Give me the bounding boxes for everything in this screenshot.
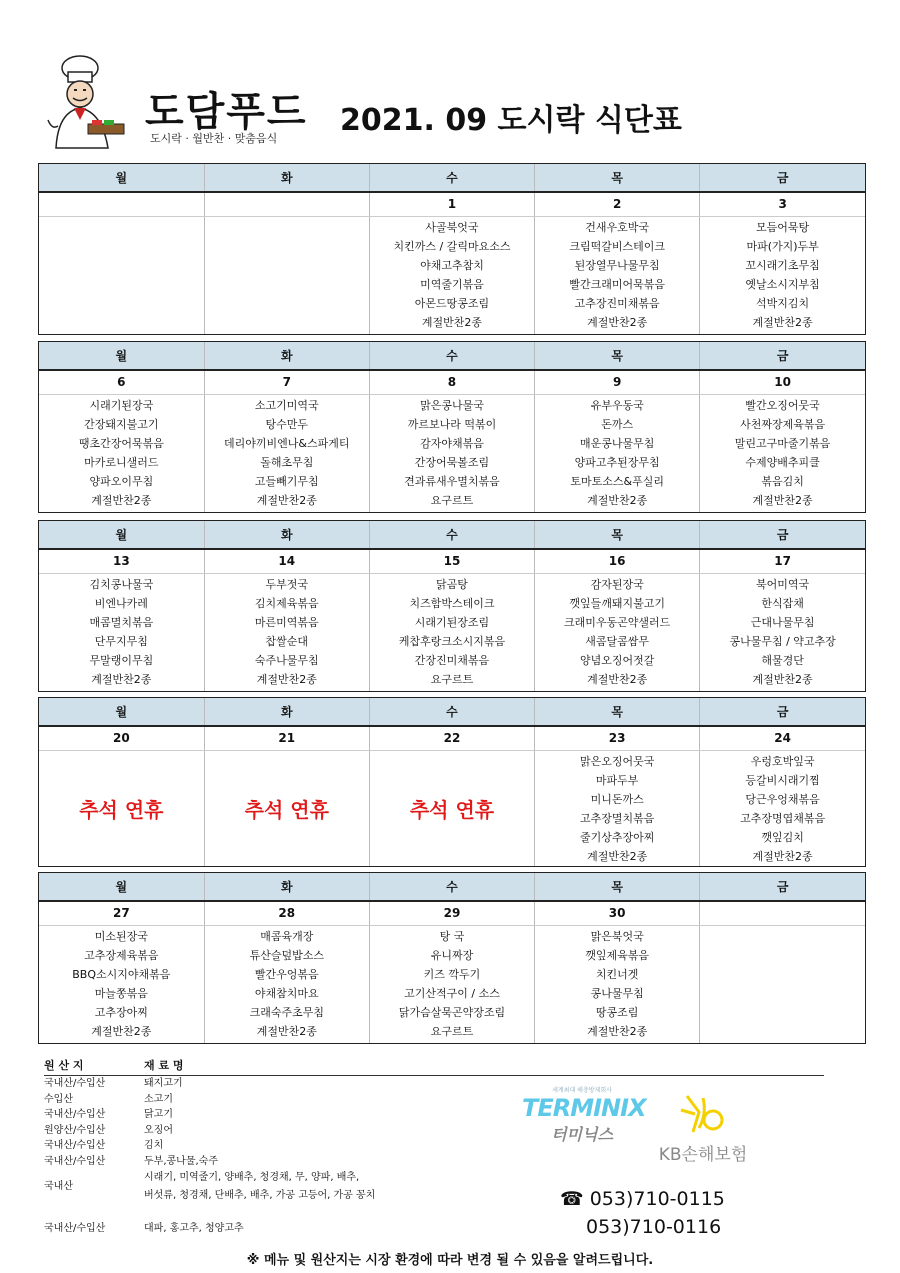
menu-item: 계절반찬2종 — [752, 672, 813, 686]
date-cell: 29 — [369, 901, 534, 925]
menu-item: 계절반찬2종 — [752, 849, 813, 863]
menu-item: 고추장명엽채볶음 — [740, 811, 826, 825]
menu-item: 치즈함박스테이크 — [409, 596, 495, 610]
menu-item: 계절반찬2종 — [752, 315, 813, 329]
menu-item: 고추장진미채볶음 — [574, 296, 660, 310]
weekday-wed: 수 — [369, 164, 534, 192]
page-header — [0, 0, 900, 160]
date-cell: 15 — [369, 549, 534, 573]
menu-item: 고기산적구이 / 소스 — [404, 986, 500, 1000]
origin-items: 닭고기 — [144, 1109, 173, 1120]
date-cell: 3 — [700, 192, 865, 216]
menu-item: 해물경단 — [761, 653, 804, 667]
date-cell: 7 — [204, 370, 369, 394]
holiday-label: 추석 연휴 — [204, 750, 369, 866]
menu-cell — [700, 216, 865, 334]
menu-item: 양파고추된장무침 — [574, 455, 660, 469]
weekday-thu: 목 — [535, 873, 700, 901]
menu-item: 미니돈까스 — [590, 792, 644, 806]
menu-item: 계절반찬2종 — [587, 493, 648, 507]
menu-item: 감자된장국 — [590, 577, 644, 591]
menu-item: 크래미우동곤약샐러드 — [564, 615, 671, 629]
menu-item: 땡초간장어묵볶음 — [78, 436, 164, 450]
menu-item: 양파오이무침 — [89, 474, 154, 488]
menu-item: 고추장멸치볶음 — [579, 811, 655, 825]
menu-item: 꼬시래기초무침 — [745, 258, 820, 272]
menu-item: 숙주나물무침 — [254, 653, 319, 667]
menu-item: 양념오징어젓갈 — [579, 653, 655, 667]
menu-cell — [39, 216, 204, 334]
menu-cell — [39, 394, 204, 512]
menu-item: 시래기된장국 — [89, 398, 154, 412]
menu-item: 탕수만두 — [265, 417, 309, 431]
weekday-tue: 화 — [204, 873, 369, 901]
menu-item: 무말랭이무침 — [89, 653, 154, 667]
menu-item: 유니짜장 — [430, 948, 474, 962]
date-cell: 30 — [535, 901, 700, 925]
terminix-wordmark: TERMINIX — [522, 1094, 646, 1122]
weekday-thu: 목 — [535, 698, 700, 726]
brand-name: 도담푸드 — [145, 89, 308, 135]
date-cell: 6 — [39, 370, 204, 394]
menu-cell — [369, 216, 534, 334]
weekday-fri: 금 — [700, 342, 865, 370]
date-cell — [39, 192, 204, 216]
menu-item: 마파(가지)두부 — [746, 239, 819, 253]
origin-items: 오징어 — [144, 1124, 173, 1136]
menu-item: 땅콩조림 — [595, 1005, 639, 1019]
menu-item: 아몬드땅콩조림 — [414, 296, 490, 310]
menu-item: 빨간오징어뭇국 — [745, 398, 820, 412]
menu-item: 두부젓국 — [265, 577, 309, 591]
date-cell: 9 — [535, 370, 700, 394]
menu-item: 감자야채볶음 — [420, 436, 484, 450]
weekday-mon: 월 — [39, 873, 204, 901]
menu-item: 까르보나라 떡볶이 — [407, 417, 497, 431]
week-table-3 — [38, 520, 866, 692]
menu-cell — [700, 925, 865, 1043]
menu-item: 계절반찬2종 — [587, 672, 648, 686]
kb-wordmark: KB손해보험 — [658, 1145, 748, 1165]
origin-items: 버섯류, 청경채, 단배추, 배추, 가공 고등어, 가공 꽁치 — [144, 1190, 376, 1201]
menu-cell — [535, 750, 700, 866]
origin-items: 돼지고기 — [144, 1078, 183, 1089]
menu-item: 수제양배추피클 — [745, 455, 820, 469]
menu-item: 김치제육볶음 — [254, 596, 319, 610]
menu-item: 마파두부 — [595, 773, 639, 787]
menu-item: 닭곰탕 — [436, 577, 468, 591]
menu-item: 토마토소스&푸실리 — [570, 474, 664, 488]
weekday-mon: 월 — [39, 164, 204, 192]
weekday-fri: 금 — [700, 873, 865, 901]
menu-cell — [39, 573, 204, 691]
menu-item: 키즈 깍두기 — [423, 967, 481, 981]
phone-number-1[interactable]: 053)710-0115 — [589, 1188, 725, 1210]
menu-item: 고들빼기무침 — [254, 474, 319, 488]
origin-place: 국내산/수입산 — [44, 1109, 106, 1120]
origin-row — [44, 1076, 824, 1092]
menu-item: 돌해초무침 — [260, 455, 314, 469]
date-cell: 2 — [535, 192, 700, 216]
menu-item: 근대나물무침 — [750, 615, 815, 629]
menu-item: 사골북엇국 — [425, 220, 479, 234]
menu-item: 계절반찬2종 — [256, 672, 317, 686]
date-cell: 10 — [700, 370, 865, 394]
menu-item: 비엔나카레 — [94, 596, 148, 610]
menu-item: 옛날소시지부침 — [745, 277, 820, 291]
week-table-1 — [38, 163, 866, 335]
phone-line-2 — [586, 1216, 721, 1238]
kb-star-icon — [673, 1092, 733, 1134]
weekday-thu: 목 — [535, 342, 700, 370]
menu-item: 고추장제육볶음 — [84, 948, 159, 962]
menu-item: 마른미역볶음 — [254, 615, 319, 629]
origin-items: 두부,콩나물,숙주 — [144, 1155, 218, 1167]
menu-item: 요구르트 — [430, 1024, 474, 1038]
weekday-wed: 수 — [369, 698, 534, 726]
date-cell — [700, 901, 865, 925]
brand-subtitle: 도시락 · 월반찬 · 맞춤음식 — [150, 132, 278, 145]
menu-item: 계절반찬2종 — [91, 493, 152, 507]
menu-item: 치킨까스 / 갈릭마요소스 — [393, 239, 511, 253]
origin-place: 국내산 — [44, 1181, 73, 1192]
weekday-mon: 월 — [39, 698, 204, 726]
weekday-fri: 금 — [700, 698, 865, 726]
menu-item: 계절반찬2종 — [587, 1024, 648, 1038]
weekday-mon: 월 — [39, 342, 204, 370]
origin-place: 국내산/수입산 — [44, 1078, 106, 1089]
menu-item: 등갈비시래기찜 — [745, 773, 820, 787]
weekday-tue: 화 — [204, 521, 369, 549]
menu-item: 유부우동국 — [590, 398, 644, 412]
menu-item: 콩나물무침 / 약고추장 — [729, 634, 836, 648]
menu-item: 계절반찬2종 — [256, 1024, 317, 1038]
holiday-label: 추석 연휴 — [369, 750, 534, 866]
kb-insurance-logo — [648, 1092, 758, 1165]
menu-item: 모듬어묵탕 — [756, 220, 810, 234]
menu-item: 빨간크래미어묵볶음 — [569, 277, 665, 291]
origin-header — [44, 1056, 824, 1076]
week-table-4 — [38, 697, 866, 867]
menu-item: 간장어묵볼조림 — [414, 455, 490, 469]
menu-item: 계절반찬2종 — [587, 849, 648, 863]
origin-place: 국내산/수입산 — [44, 1223, 106, 1234]
origin-items: 시래기, 미역줄기, 양배추, 청경채, 무, 양파, 배추, — [144, 1172, 360, 1183]
menu-item: 마카로니샐러드 — [84, 455, 159, 469]
menu-item: 매운콩나물무침 — [579, 436, 655, 450]
menu-cell — [204, 216, 369, 334]
menu-item: 깻잎들깨돼지불고기 — [569, 596, 665, 610]
menu-item: 시래기된장조림 — [414, 615, 490, 629]
menu-cell — [204, 394, 369, 512]
menu-item: 소고기미역국 — [254, 398, 319, 412]
menu-item: 미소된장국 — [94, 929, 148, 943]
menu-item: 간장돼지불고기 — [84, 417, 159, 431]
menu-item: 마늘쫑볶음 — [94, 986, 148, 1000]
menu-item: 콩나물무침 — [590, 986, 644, 1000]
weekday-wed: 수 — [369, 873, 534, 901]
phone-number-2[interactable]: 053)710-0116 — [586, 1216, 722, 1238]
menu-cell — [700, 394, 865, 512]
menu-item: 야채고추참치 — [420, 258, 484, 272]
weekday-fri: 금 — [700, 164, 865, 192]
terminix-tagline: 세계최대 해충방제회사 — [552, 1087, 612, 1094]
holiday-label: 추석 연휴 — [79, 798, 164, 822]
menu-item: 탕 국 — [439, 929, 465, 943]
menu-item: 야채참치마요 — [254, 986, 319, 1000]
menu-item: 닭가슴살묵곤약장조림 — [398, 1005, 506, 1019]
menu-item: 계절반찬2종 — [421, 315, 483, 329]
weekday-mon: 월 — [39, 521, 204, 549]
menu-item: 줄기상추장아찌 — [579, 830, 655, 844]
date-cell: 1 — [369, 192, 534, 216]
date-cell: 28 — [204, 901, 369, 925]
week-table-5 — [38, 872, 866, 1044]
notice-text: ※ 메뉴 및 원산지는 시장 환경에 따라 변경 될 수 있음을 알려드립니다. — [246, 1253, 654, 1268]
origin-place: 국내산/수입산 — [44, 1155, 106, 1167]
menu-cell — [535, 394, 700, 512]
menu-item: 계절반찬2종 — [587, 315, 648, 329]
menu-item: 빨간우엉볶음 — [254, 967, 319, 981]
menu-cell — [700, 750, 865, 866]
menu-item: 맑은북엇국 — [590, 929, 644, 943]
menu-item: 데리야끼비엔나&스파게티 — [224, 436, 350, 450]
menu-item: 계절반찬2종 — [752, 493, 813, 507]
menu-item: 찹쌀순대 — [265, 634, 309, 648]
terminix-logo — [522, 1085, 646, 1145]
menu-item: 매콤멸치볶음 — [89, 615, 154, 629]
page-title: 2021. 09 도시락 식단표 — [340, 103, 682, 138]
menu-item: 새콤달콤쌈무 — [585, 634, 650, 648]
phone-line-1 — [560, 1188, 725, 1210]
menu-item: 우렁호박잎국 — [750, 754, 815, 768]
date-cell: 17 — [700, 549, 865, 573]
date-cell: 23 — [535, 726, 700, 750]
menu-cell — [369, 925, 534, 1043]
menu-item: 케찹후랑크소시지볶음 — [398, 634, 506, 648]
menu-item: 견과류새우멸치볶음 — [404, 474, 500, 488]
menu-item: 사천짜장제육볶음 — [740, 417, 826, 431]
origin-place: 국내산/수입산 — [44, 1140, 106, 1151]
menu-cell — [535, 925, 700, 1043]
date-cell: 13 — [39, 549, 204, 573]
menu-item: 크래숙주초무침 — [249, 1005, 324, 1019]
menu-item: 크림떡갈비스테이크 — [569, 239, 665, 253]
menu-item: 말린고구마줄기볶음 — [734, 436, 831, 450]
date-cell: 22 — [369, 726, 534, 750]
menu-cell — [369, 573, 534, 691]
menu-item: 요구르트 — [430, 672, 474, 686]
menu-cell — [204, 925, 369, 1043]
menu-item: 계절반찬2종 — [91, 672, 152, 686]
menu-item: 튜산슬덮밥소스 — [249, 948, 324, 962]
origin-items: 대파, 홍고추, 청양고추 — [144, 1223, 244, 1234]
menu-item: 깻잎김치 — [761, 830, 804, 844]
weekday-wed: 수 — [369, 342, 534, 370]
menu-cell — [204, 573, 369, 691]
menu-item: 돈까스 — [601, 417, 634, 431]
menu-item: 북어미역국 — [756, 577, 810, 591]
menu-item: 건새우호박국 — [585, 220, 650, 234]
weekday-fri: 금 — [700, 521, 865, 549]
date-cell: 16 — [535, 549, 700, 573]
weekday-wed: 수 — [369, 521, 534, 549]
menu-cell — [535, 216, 700, 334]
menu-item: 계절반찬2종 — [256, 493, 317, 507]
origin-header-items: 재 료 명 — [144, 1059, 184, 1072]
origin-place: 원양산/수입산 — [44, 1124, 106, 1136]
menu-item: 요구르트 — [430, 493, 474, 507]
menu-item: 고추장아찌 — [94, 1005, 148, 1019]
menu-cell — [700, 573, 865, 691]
menu-item: 당근우엉채볶음 — [745, 792, 820, 806]
menu-item: 깻잎제육볶음 — [585, 948, 650, 962]
menu-item: 석박지김치 — [756, 296, 810, 310]
weekday-thu: 목 — [535, 521, 700, 549]
origin-items: 김치 — [144, 1140, 164, 1151]
menu-item: BBQ소시지야채볶음 — [72, 967, 171, 981]
date-cell: 8 — [369, 370, 534, 394]
menu-item: 볶음김치 — [761, 474, 804, 488]
menu-item: 간장진미채볶음 — [414, 653, 490, 667]
origin-items: 소고기 — [144, 1093, 173, 1105]
menu-item: 한식잡채 — [761, 596, 804, 610]
date-cell: 27 — [39, 901, 204, 925]
origin-header-place: 원 산 지 — [44, 1059, 84, 1072]
menu-item: 미역줄기볶음 — [420, 277, 484, 291]
menu-item: 맑은콩나물국 — [420, 398, 484, 412]
menu-cell — [535, 573, 700, 691]
menu-cell — [369, 394, 534, 512]
weekday-tue: 화 — [204, 342, 369, 370]
date-cell — [204, 192, 369, 216]
chef-logo-icon — [38, 50, 138, 150]
menu-item: 된장열무나물무침 — [574, 258, 660, 272]
week-table-2 — [38, 341, 866, 513]
menu-item: 계절반찬2종 — [91, 1024, 152, 1038]
menu-item: 단무지무침 — [94, 634, 148, 648]
origin-place: 수입산 — [44, 1093, 73, 1105]
menu-item: 매콤육개장 — [260, 929, 314, 943]
date-cell: 14 — [204, 549, 369, 573]
date-cell: 24 — [700, 726, 865, 750]
weekday-thu: 목 — [535, 164, 700, 192]
date-cell: 21 — [204, 726, 369, 750]
weekday-tue: 화 — [204, 164, 369, 192]
weekday-tue: 화 — [204, 698, 369, 726]
terminix-korean: 터미닉스 — [551, 1125, 613, 1144]
phone-icon: ☎ — [560, 1188, 584, 1210]
menu-item: 맑은오징어뭇국 — [579, 754, 655, 768]
menu-cell — [39, 925, 204, 1043]
menu-item: 치킨너겟 — [595, 967, 639, 981]
date-cell: 20 — [39, 726, 204, 750]
menu-item: 김치콩나물국 — [89, 577, 154, 591]
